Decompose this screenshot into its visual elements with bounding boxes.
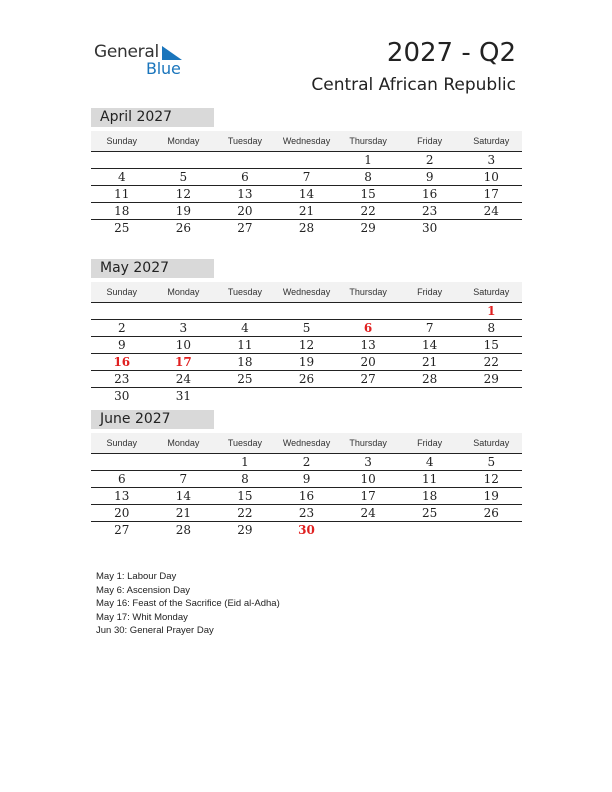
day-cell: 29	[483, 372, 499, 386]
week-row	[91, 488, 522, 505]
weekday-header: Thursday	[349, 438, 387, 448]
day-cell: 27	[360, 372, 376, 386]
day-cell: 17	[483, 187, 499, 201]
day-cell: 16	[422, 187, 438, 201]
day-cell: 28	[175, 523, 191, 537]
day-cell: 17	[175, 355, 192, 369]
weekday-header-row	[91, 282, 522, 303]
week-row	[91, 388, 522, 404]
weekday-header: Saturday	[473, 438, 510, 448]
day-cell: 16	[298, 489, 315, 503]
page-title: 2027 - Q2	[386, 38, 516, 68]
month-title: June 2027	[91, 410, 214, 429]
day-cell: 6	[363, 321, 373, 335]
logo-triangle-icon	[162, 46, 182, 60]
week-row	[91, 522, 522, 538]
weekday-header: Saturday	[473, 287, 510, 297]
weekday-header: Sunday	[106, 438, 138, 448]
day-cell: 7	[302, 170, 311, 184]
day-cell: 14	[298, 187, 315, 201]
weekday-header: Saturday	[473, 136, 510, 146]
weekday-header: Sunday	[106, 136, 138, 146]
empty-day-cell	[153, 152, 215, 168]
day-cell: 9	[425, 170, 434, 184]
day-cell: 28	[298, 221, 315, 235]
day-cell: 8	[241, 472, 249, 486]
weekday-header: Monday	[167, 438, 200, 448]
weekday-header: Wednesday	[282, 287, 331, 297]
empty-day-cell	[399, 303, 461, 319]
day-cell: 22	[483, 355, 499, 369]
day-cell: 3	[487, 153, 496, 167]
weekday-header: Friday	[417, 287, 443, 297]
week-row	[91, 505, 522, 522]
day-cell: 25	[237, 372, 253, 386]
empty-day-cell	[153, 303, 215, 319]
day-cell: 2	[117, 321, 126, 335]
week-row	[91, 337, 522, 354]
week-row	[91, 186, 522, 203]
week-row	[91, 354, 522, 371]
day-cell: 26	[483, 506, 499, 520]
empty-day-cell	[91, 303, 153, 319]
day-cell: 23	[298, 506, 315, 520]
holiday-note: May 1: Labour Day	[96, 571, 177, 582]
day-cell: 1	[487, 304, 496, 318]
holiday-note: May 17: Whit Monday	[96, 611, 188, 623]
holiday-note: Jun 30: General Prayer Day	[96, 625, 214, 636]
empty-day-cell	[460, 522, 522, 538]
weekday-header: Friday	[417, 438, 443, 448]
country-name: Central African Republic	[311, 75, 516, 95]
day-cell: 29	[237, 523, 253, 537]
empty-day-cell	[337, 303, 399, 319]
brand-logo	[94, 40, 194, 80]
empty-day-cell	[276, 388, 338, 404]
day-cell: 11	[114, 187, 130, 201]
day-cell: 4	[117, 170, 126, 184]
day-cell: 5	[487, 455, 496, 469]
day-cell: 28	[422, 372, 438, 386]
day-cell: 4	[241, 321, 249, 335]
day-cell: 23	[422, 204, 438, 218]
day-cell: 14	[422, 338, 438, 352]
empty-day-cell	[276, 303, 338, 319]
month-april	[91, 108, 522, 236]
day-cell: 15	[360, 187, 376, 201]
day-cell: 9	[117, 338, 126, 352]
day-cell: 4	[425, 455, 434, 469]
empty-day-cell	[399, 388, 461, 404]
day-cell: 30	[422, 221, 438, 235]
week-row	[91, 203, 522, 220]
day-cell: 8	[487, 321, 496, 335]
weekday-header: Thursday	[349, 136, 387, 146]
day-cell: 24	[360, 506, 376, 520]
month-title: April 2027	[91, 108, 214, 127]
day-cell: 6	[117, 472, 126, 486]
empty-day-cell	[276, 152, 338, 168]
day-cell: 16	[113, 355, 131, 369]
day-cell: 19	[175, 204, 191, 218]
logo-word-general: General	[94, 42, 159, 62]
holiday-note: May 6: Ascension Day	[96, 584, 190, 596]
day-cell: 10	[360, 472, 376, 486]
day-cell: 12	[483, 472, 499, 486]
weekday-header: Monday	[167, 136, 200, 146]
day-cell: 13	[114, 489, 130, 503]
weekday-header: Wednesday	[282, 438, 331, 448]
day-cell: 26	[175, 221, 191, 235]
week-row	[91, 220, 522, 236]
day-cell: 1	[241, 455, 249, 469]
day-cell: 10	[483, 170, 499, 184]
day-cell: 22	[360, 204, 376, 218]
day-cell: 21	[175, 506, 191, 520]
day-cell: 15	[483, 338, 499, 352]
day-cell: 14	[175, 489, 191, 503]
day-cell: 25	[422, 506, 438, 520]
week-row	[91, 152, 522, 169]
day-cell: 3	[364, 455, 372, 469]
week-row	[91, 371, 522, 388]
day-cell: 7	[425, 321, 434, 335]
day-cell: 27	[114, 523, 130, 537]
day-cell: 15	[237, 489, 253, 503]
empty-day-cell	[460, 220, 522, 236]
day-cell: 2	[302, 455, 311, 469]
day-cell: 26	[298, 372, 315, 386]
day-cell: 5	[179, 170, 188, 184]
empty-day-cell	[91, 152, 153, 168]
day-cell: 23	[114, 372, 130, 386]
day-cell: 21	[422, 355, 438, 369]
day-cell: 22	[237, 506, 253, 520]
day-cell: 18	[422, 489, 438, 503]
day-cell: 19	[298, 355, 315, 369]
day-cell: 20	[237, 204, 253, 218]
month-june	[91, 410, 522, 538]
week-row	[91, 303, 522, 320]
day-cell: 1	[364, 153, 372, 167]
week-row	[91, 454, 522, 471]
weekday-header: Tuesday	[227, 287, 263, 297]
weekday-header-row	[91, 131, 522, 152]
day-cell: 8	[364, 170, 372, 184]
day-cell: 7	[179, 472, 188, 486]
day-cell: 11	[422, 472, 438, 486]
day-cell: 10	[175, 338, 191, 352]
day-cell: 30	[298, 523, 315, 537]
empty-day-cell	[337, 522, 399, 538]
day-cell: 5	[302, 321, 311, 335]
day-cell: 18	[237, 355, 253, 369]
weekday-header: Wednesday	[282, 136, 331, 146]
empty-day-cell	[214, 303, 276, 319]
day-cell: 13	[360, 338, 376, 352]
day-cell: 12	[298, 338, 315, 352]
day-cell: 9	[302, 472, 311, 486]
weekday-header: Tuesday	[227, 438, 263, 448]
day-cell: 27	[237, 221, 253, 235]
day-cell: 31	[175, 389, 191, 403]
weekday-header: Monday	[167, 287, 200, 297]
day-cell: 20	[114, 506, 130, 520]
day-cell: 6	[241, 170, 249, 184]
empty-day-cell	[214, 388, 276, 404]
week-row	[91, 471, 522, 488]
empty-day-cell	[214, 152, 276, 168]
day-cell: 3	[179, 321, 188, 335]
day-cell: 19	[483, 489, 499, 503]
weekday-header: Tuesday	[227, 136, 263, 146]
week-row	[91, 320, 522, 337]
empty-day-cell	[153, 454, 215, 470]
empty-day-cell	[399, 522, 461, 538]
day-cell: 17	[360, 489, 376, 503]
day-cell: 20	[360, 355, 376, 369]
day-cell: 2	[425, 153, 434, 167]
day-cell: 24	[483, 204, 499, 218]
empty-day-cell	[337, 388, 399, 404]
month-may	[91, 259, 522, 404]
day-cell: 11	[237, 338, 253, 352]
day-cell: 18	[114, 204, 130, 218]
month-title: May 2027	[91, 259, 214, 278]
empty-day-cell	[460, 388, 522, 404]
day-cell: 29	[360, 221, 376, 235]
weekday-header: Sunday	[106, 287, 138, 297]
day-cell: 24	[175, 372, 191, 386]
empty-day-cell	[91, 454, 153, 470]
holiday-notes	[96, 570, 280, 638]
day-cell: 30	[114, 389, 130, 403]
weekday-header: Thursday	[349, 287, 387, 297]
week-row	[91, 169, 522, 186]
holiday-note: May 16: Feast of the Sacrifice (Eid al-Adha)	[96, 598, 280, 609]
logo-word-blue: Blue	[146, 59, 181, 78]
day-cell: 13	[237, 187, 253, 201]
day-cell: 12	[175, 187, 191, 201]
day-cell: 21	[298, 204, 315, 218]
weekday-header-row	[91, 433, 522, 454]
day-cell: 25	[114, 221, 130, 235]
weekday-header: Friday	[417, 136, 443, 146]
